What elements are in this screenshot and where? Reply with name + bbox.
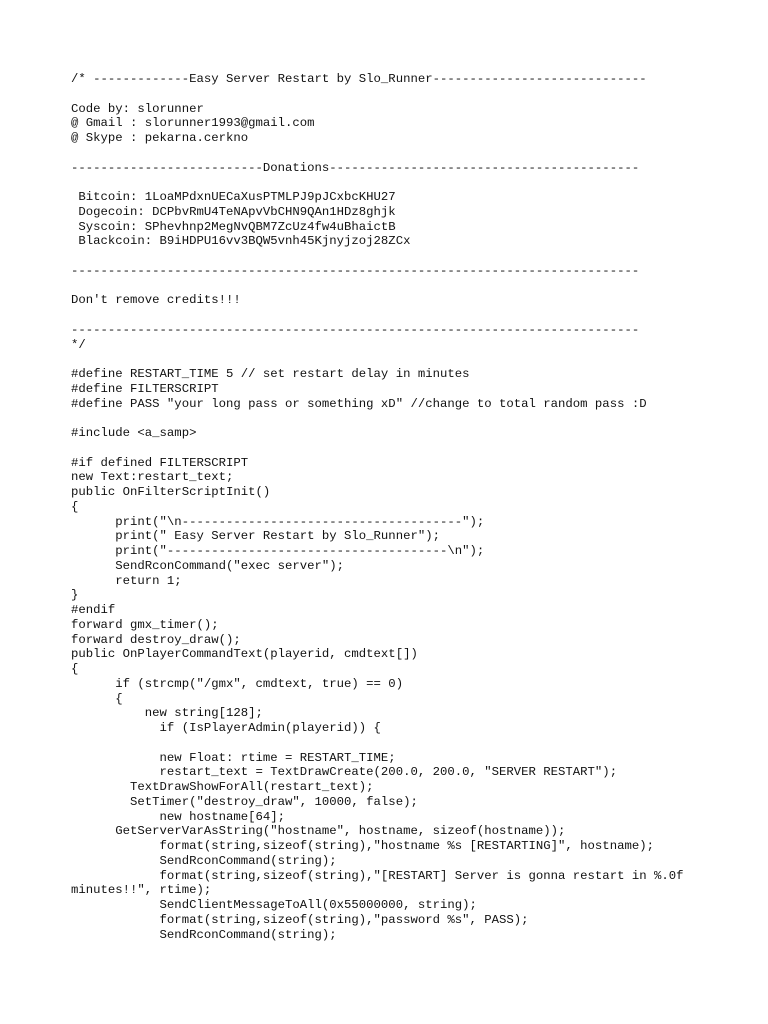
- code-line: if (IsPlayerAdmin(playerid)) {: [71, 721, 381, 735]
- code-line: format(string,sizeof(string),"hostname %s [RESTARTING]", hostname);: [71, 839, 654, 853]
- code-line: print("--------------------------------------\n");: [71, 544, 485, 558]
- code-line: {: [71, 662, 79, 676]
- code-line: public OnFilterScriptInit(): [71, 485, 271, 499]
- code-line: if (strcmp("/gmx", cmdtext, true) == 0): [71, 676, 404, 691]
- code-line: #define RESTART_TIME 5 // set restart delay in minutes: [71, 367, 470, 381]
- code-line: #define FILTERSCRIPT: [71, 381, 219, 396]
- code-line: #define PASS "your long pass or something xD" //change to total random pass :D: [71, 396, 647, 411]
- code-line: restart_text = TextDrawCreate(200.0, 200.0, "SERVER RESTART");: [71, 765, 618, 780]
- code-line: new Float: rtime = RESTART_TIME;: [71, 750, 396, 765]
- code-line: Code by: slorunner: [71, 101, 204, 116]
- source-code-text: [71, 72, 684, 942]
- code-line: print("\n--------------------------------------");: [71, 514, 485, 529]
- code-line: Syscoin: SPhevhnp2MegNvQBM7ZcUz4fw4uBhaictB: [71, 219, 396, 234]
- code-line: new Text:restart_text;: [71, 470, 234, 485]
- code-line: #endif: [71, 603, 116, 617]
- code-line: {: [71, 499, 79, 514]
- blank-line: [71, 411, 684, 426]
- blank-line: [71, 279, 684, 294]
- code-line: public OnPlayerCommandText(playerid, cmdtext[]): [71, 647, 418, 662]
- code-line: new hostname[64];: [71, 809, 286, 824]
- code-line: @ Gmail : slorunner1993@gmail.com: [71, 116, 315, 131]
- code-line: --------------------------Donations------------------------------------------: [71, 160, 640, 175]
- code-line: return 1;: [71, 573, 182, 588]
- code-line: SendRconCommand(string);: [71, 927, 337, 942]
- code-line: GetServerVarAsString("hostname", hostname, sizeof(hostname));: [71, 824, 566, 839]
- blank-line: [71, 308, 684, 323]
- code-line: format(string,sizeof(string),"[RESTART] Server is gonna restart in %.0f: [71, 868, 684, 883]
- code-line: -----------------------------------------------------------------------------: [71, 322, 640, 337]
- code-line: new string[128];: [71, 706, 263, 721]
- blank-line: [71, 249, 684, 264]
- code-line: {: [71, 691, 123, 706]
- code-line: SendClientMessageToAll(0x55000000, string);: [71, 898, 477, 912]
- code-line: Bitcoin: 1LoaMPdxnUECaXusPTMLPJ9pJCxbcKHU27: [71, 190, 396, 204]
- code-line: -----------------------------------------------------------------------------: [71, 263, 640, 278]
- code-line: SendRconCommand("exec server");: [71, 558, 345, 573]
- blank-line: [71, 175, 684, 190]
- code-line: @ Skype : pekarna.cerkno: [71, 131, 249, 145]
- code-line: print(" Easy Server Restart by Slo_Runner");: [71, 529, 440, 544]
- code-line: Dogecoin: DCPbvRmU4TeNApvVbCHN9QAn1HDz8ghjk: [71, 204, 396, 219]
- blank-line: [71, 146, 684, 161]
- code-line: */: [71, 337, 86, 352]
- blank-line: [71, 87, 684, 102]
- blank-line: [71, 441, 684, 456]
- code-line: #include <a_samp>: [71, 426, 197, 440]
- code-line: format(string,sizeof(string),"password %s", PASS);: [71, 912, 529, 927]
- code-line: TextDrawShowForAll(restart_text);: [71, 780, 374, 794]
- code-line: }: [71, 588, 79, 603]
- blank-line: [71, 352, 684, 367]
- code-line: #if defined FILTERSCRIPT: [71, 455, 249, 470]
- code-line: Blackcoin: B9iHDPU16vv3BQW5vnh45Kjnyjzoj28ZCx: [71, 234, 411, 249]
- code-line: Don't remove credits!!!: [71, 293, 241, 308]
- code-line: forward gmx_timer();: [71, 617, 219, 632]
- code-line: /* -------------Easy Server Restart by Slo_Runner-----------------------------: [71, 72, 647, 86]
- code-line: minutes!!", rtime);: [71, 883, 212, 898]
- code-line: SendRconCommand(string);: [71, 853, 337, 868]
- code-line: SetTimer("destroy_draw", 10000, false);: [71, 794, 418, 809]
- blank-line: [71, 736, 684, 751]
- code-line: forward destroy_draw();: [71, 632, 241, 647]
